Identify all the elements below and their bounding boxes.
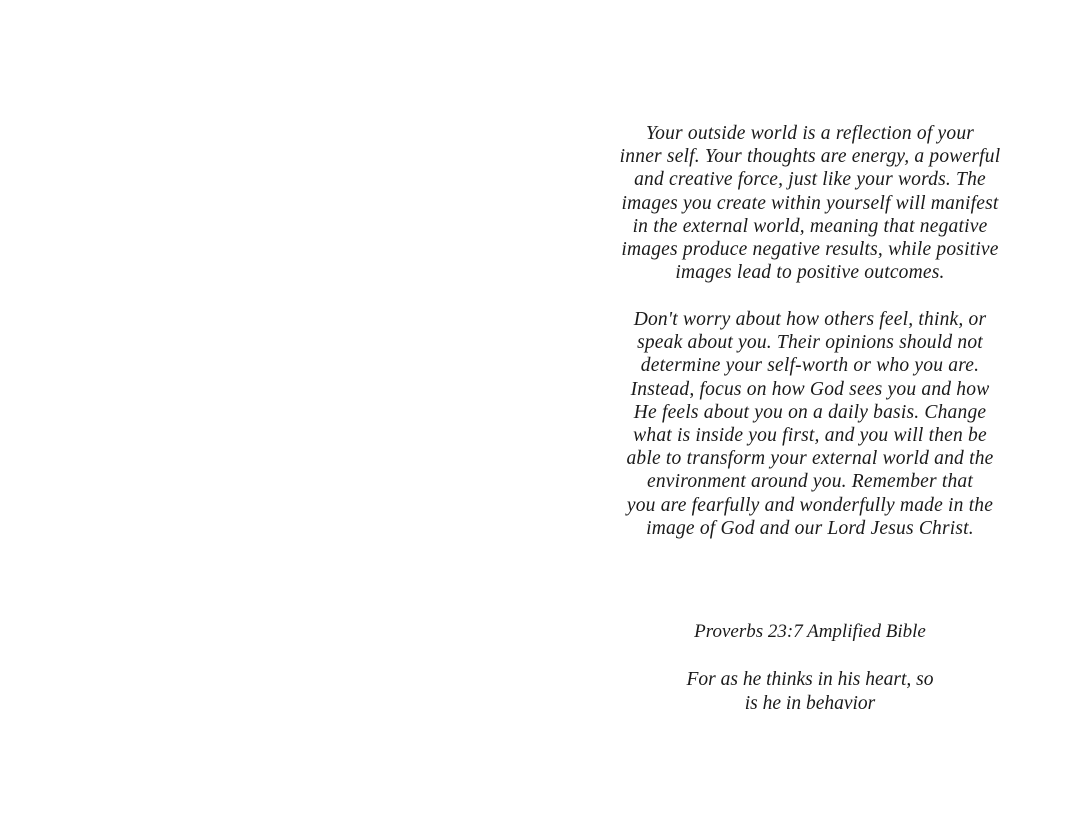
paragraph-line: what is inside you first, and you will then be: [633, 425, 987, 447]
paragraph-line: determine your self-worth or who you are.: [640, 355, 980, 377]
paragraph-line: images produce negative results, while positive: [621, 239, 999, 261]
paragraph-line: speak about you. Their opinions should not: [637, 332, 983, 354]
paragraph-line: in the external world, meaning that negative: [632, 215, 988, 237]
scripture-line: For as he thinks in his heart, so: [686, 669, 934, 690]
paragraph-line: and creative force, just like your words. The: [634, 169, 986, 191]
paragraph-line: you are fearfully and wonderfully made in the: [626, 494, 994, 516]
paragraph-line: environment around you. Remember that: [646, 471, 973, 493]
scripture-line: is he in behavior: [744, 692, 876, 714]
paragraph-line: images lead to positive outcomes.: [675, 262, 945, 284]
paragraph-line: image of God and our Lord Jesus Christ.: [646, 517, 974, 539]
paragraph-line: images you create within yourself will manifest: [621, 192, 999, 214]
right-page: [540, 0, 1080, 818]
paragraph-line: inner self. Your thoughts are energy, a powerful: [619, 146, 1001, 168]
paragraph-reflection: [575, 122, 1045, 284]
paragraph-line: Instead, focus on how God sees you and how: [630, 378, 990, 400]
paragraph-line: Your outside world is a reflection of your: [645, 123, 975, 144]
scripture-reference: Proverbs 23:7 Amplified Bible: [694, 621, 926, 642]
paragraph-line: able to transform your external world and the: [626, 448, 994, 470]
paragraph-dont-worry: [575, 308, 1045, 540]
paragraph-line: Don't worry about how others feel, think, or: [633, 309, 987, 330]
scripture-quote: [575, 668, 1045, 715]
paragraph-line: He feels about you on a daily basis. Change: [633, 401, 987, 423]
